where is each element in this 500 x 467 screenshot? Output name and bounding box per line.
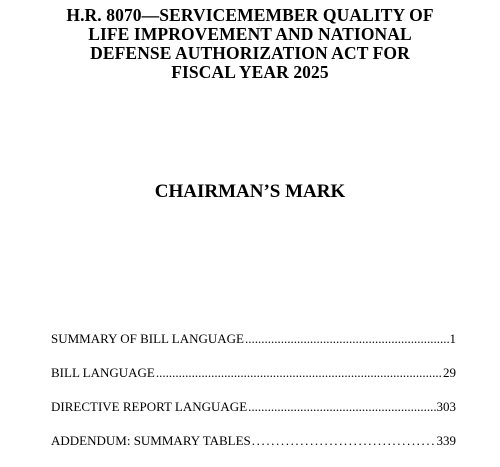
bill-title-line-3: DEFENSE AUTHORIZATION ACT FOR — [90, 43, 410, 63]
toc-entry-directive-report-language — [51, 399, 456, 433]
toc-dot-leader — [248, 399, 435, 415]
toc-entry-summary-of-bill-language — [51, 331, 456, 365]
toc-dot-leader — [156, 365, 442, 381]
toc-entry-addendum-summary-tables — [51, 433, 456, 467]
chairmans-mark-heading: CHAIRMAN’S MARK — [154, 181, 346, 202]
toc-entry-label: DIRECTIVE REPORT LANGUAGE — [51, 399, 248, 414]
bill-title-line-1: H.R. 8070—SERVICEMEMBER QUALITY OF — [66, 5, 434, 25]
toc-entry-page: 303 — [436, 399, 456, 414]
bill-title — [40, 6, 460, 82]
table-of-contents — [51, 331, 456, 467]
toc-entry-bill-language — [51, 365, 456, 399]
toc-entry-label: BILL LANGUAGE — [51, 365, 155, 380]
toc-dot-leader — [252, 433, 436, 449]
toc-entry-label: ADDENDUM: SUMMARY TABLES — [51, 433, 251, 448]
bill-title-line-2: LIFE IMPROVEMENT AND NATIONAL — [88, 24, 412, 44]
toc-entry-label: SUMMARY OF BILL LANGUAGE — [51, 331, 244, 346]
toc-entry-page: 29 — [443, 365, 456, 380]
toc-dot-leader — [245, 331, 449, 347]
toc-entry-page: 1 — [449, 331, 456, 346]
toc-entry-page: 339 — [436, 433, 456, 448]
bill-title-line-4: FISCAL YEAR 2025 — [171, 62, 329, 82]
